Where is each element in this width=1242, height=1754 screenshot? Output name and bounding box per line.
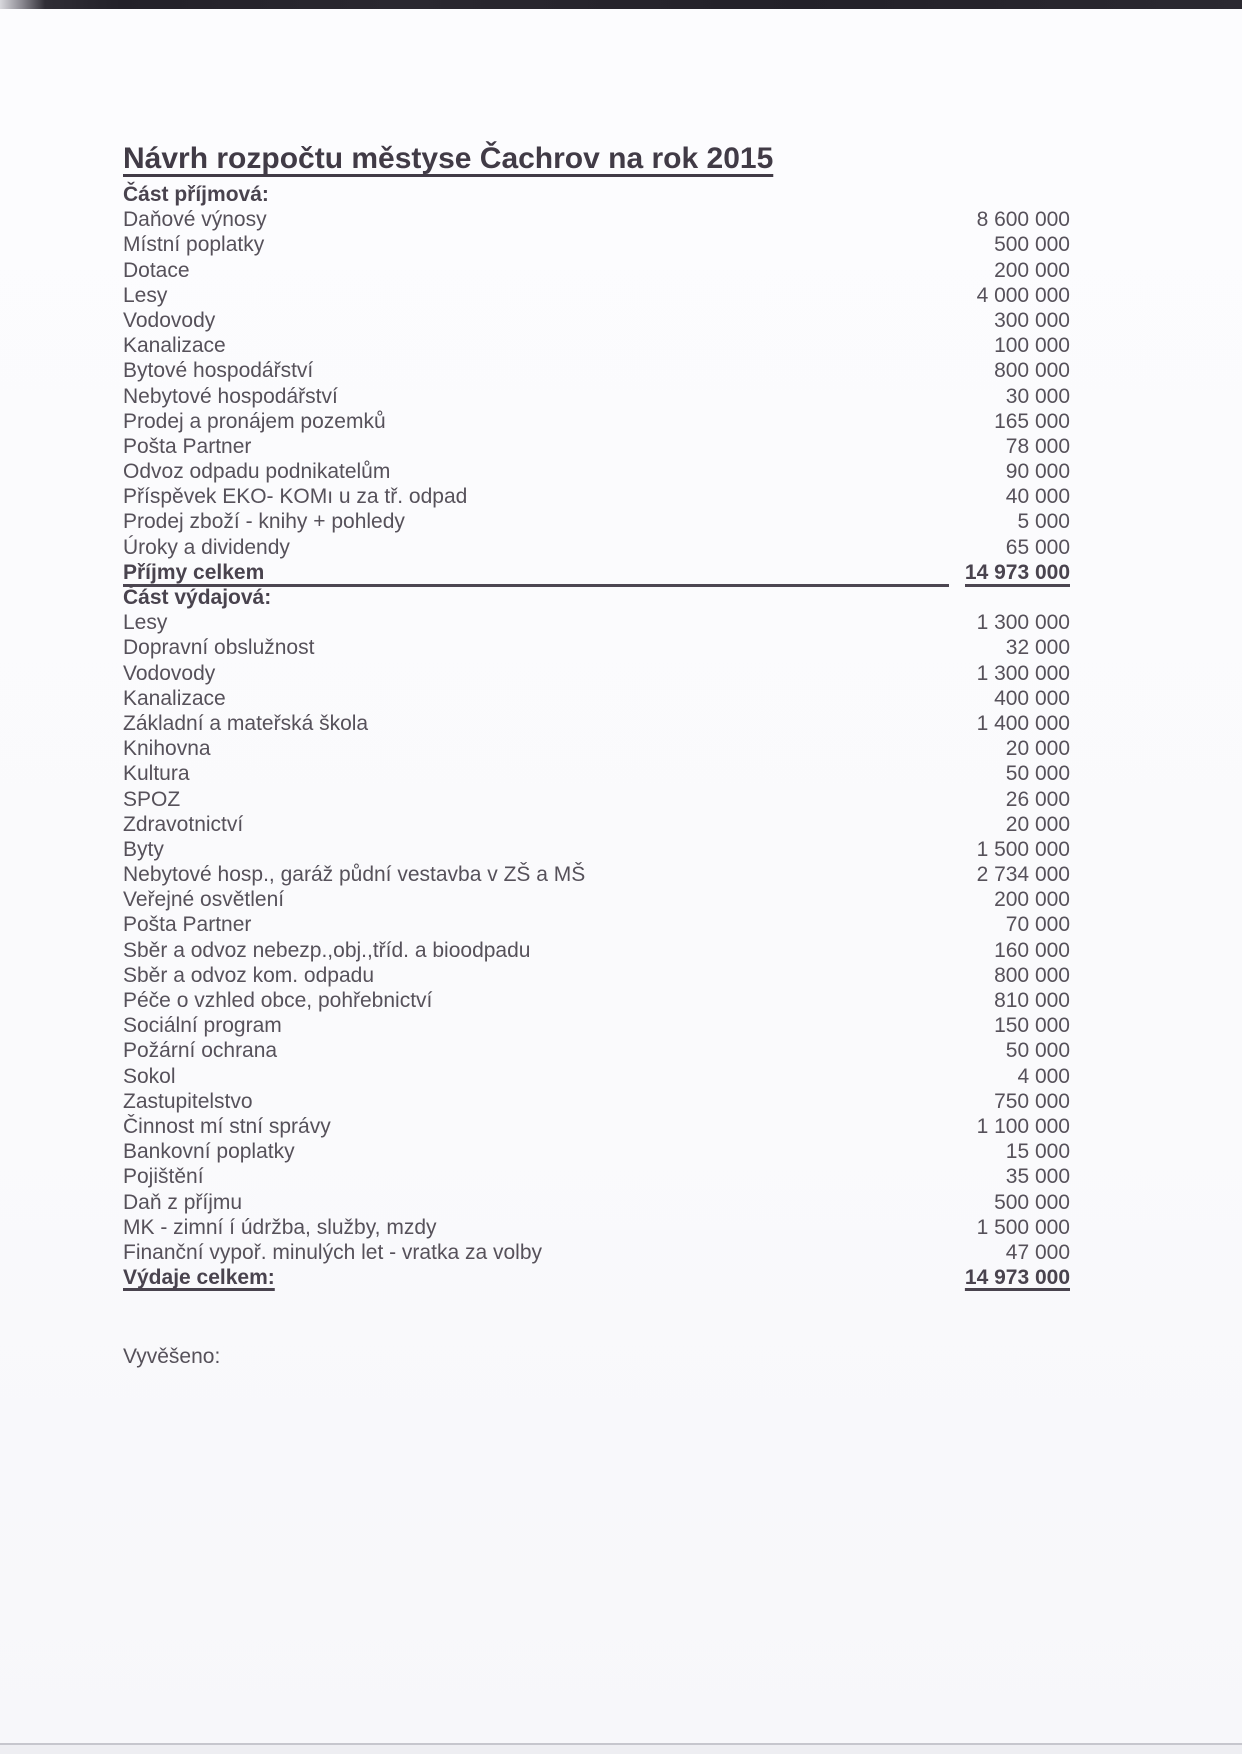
row-label: Vodovody [123,661,216,685]
row-label: Místní poplatky [123,233,265,257]
budget-row [123,938,1070,963]
budget-row [123,509,1070,534]
row-value: 20 000 [1005,812,1070,836]
posted-date-label: Vyvěšeno: [123,1345,221,1369]
row-value: 35 000 [1005,1165,1070,1189]
row-value: 1 300 000 [976,661,1070,685]
budget-row [123,862,1070,887]
row-label: Odvoz odpadu podnikatelům [123,460,391,484]
row-value: 4 000 [1017,1064,1070,1088]
row-value: 50 000 [1005,1039,1070,1063]
budget-row [123,1013,1070,1038]
budget-row [123,963,1070,988]
budget-row [123,1064,1070,1089]
scan-bottom-edge-artifact [0,1743,1242,1754]
budget-row [123,812,1070,837]
row-label: Byty [123,837,164,861]
row-label: Dopravní obslužnost [123,636,315,660]
row-label: Zastupitelstvo [123,1089,253,1113]
budget-row [123,1240,1070,1265]
row-label: Lesy [123,283,168,307]
expenses-total-value: 14 973 000 [964,1266,1070,1290]
row-value: 200 000 [994,888,1070,912]
budget-row [123,761,1070,786]
row-value: 78 000 [1005,434,1070,458]
budget-row [123,459,1070,484]
row-value: 1 300 000 [976,611,1070,635]
row-value: 1 400 000 [976,711,1070,735]
row-label: Sociální program [123,1014,282,1038]
budget-row [123,535,1070,560]
row-value: 165 000 [994,409,1070,433]
row-label: SPOZ [123,787,181,811]
budget-row [123,207,1070,232]
budget-row [123,384,1070,409]
budget-row [123,711,1070,736]
budget-row [123,409,1070,434]
row-value: 800 000 [994,359,1070,383]
row-value: 30 000 [1005,384,1070,408]
row-value: 50 000 [1005,762,1070,786]
row-label: Zdravotnictví [123,812,244,836]
row-value: 150 000 [994,1014,1070,1038]
budget-row [123,283,1070,308]
row-label: Lesy [123,611,168,635]
budget-row [123,988,1070,1013]
scan-top-edge-artifact [0,0,1242,9]
row-label: Nebytové hosp., garáž půdní vestavba v ZŠ a MŠ [123,863,586,887]
row-value: 70 000 [1005,913,1070,937]
budget-row [123,635,1070,660]
expenses-section-heading: Část výdajová: [123,586,272,609]
row-label: Požární ochrana [123,1039,278,1063]
row-value: 40 000 [1005,485,1070,509]
page-title: Návrh rozpočtu městyse Čachrov na rok 2015 [123,142,774,175]
expenses-rows [123,610,1070,1265]
budget-row [123,232,1070,257]
row-value: 200 000 [994,258,1070,282]
row-value: 500 000 [994,233,1070,257]
expenses-total-row [123,1265,1070,1290]
row-label: Prodej zboží - knihy + pohledy [123,510,405,534]
budget-row [123,1089,1070,1114]
income-section [123,182,1070,585]
budget-row [123,333,1070,358]
row-label: Daňové výnosy [123,208,267,232]
row-label: Pošta Partner [123,434,252,458]
budget-row [123,912,1070,937]
row-label: Pošta Partner [123,913,252,937]
row-value: 65 000 [1005,535,1070,559]
row-label: Daň z příjmu [123,1190,243,1214]
budget-row [123,434,1070,459]
row-value: 26 000 [1005,787,1070,811]
expenses-section [123,585,1070,1290]
row-label: Kanalizace [123,334,226,358]
row-value: 47 000 [1005,1240,1070,1264]
row-label: MK - zimní í údržba, služby, mzdy [123,1215,437,1239]
row-value: 800 000 [994,963,1070,987]
budget-row [123,484,1070,509]
row-value: 400 000 [994,686,1070,710]
income-rows [123,207,1070,560]
budget-row [123,661,1070,686]
row-label: Sběr a odvoz nebezp.,obj.,tříd. a bioodpadu [123,938,531,962]
row-label: Příspěvek EKO- KOMı u za tř. odpad [123,485,468,509]
row-label: Knihovna [123,737,211,761]
budget-row [123,1114,1070,1139]
row-label: Kultura [123,762,190,786]
row-value: 15 000 [1005,1140,1070,1164]
budget-row [123,736,1070,761]
row-label: Sokol [123,1064,176,1088]
row-value: 5 000 [1017,510,1070,534]
budget-row [123,1164,1070,1189]
budget-row [123,1215,1070,1240]
row-label: Činnost mí stní správy [123,1114,331,1138]
income-section-heading: Část příjmová: [123,183,269,206]
row-value: 1 500 000 [976,1215,1070,1239]
budget-row [123,686,1070,711]
row-label: Veřejné osvětlení [123,888,285,912]
budget-row [123,1038,1070,1063]
row-value: 8 600 000 [976,208,1070,232]
row-value: 750 000 [994,1089,1070,1113]
row-label: Bankovní poplatky [123,1140,295,1164]
budget-row [123,787,1070,812]
row-label: Sběr a odvoz kom. odpadu [123,963,374,987]
row-value: 1 500 000 [976,837,1070,861]
row-label: Vodovody [123,308,216,332]
row-value: 90 000 [1005,460,1070,484]
budget-row [123,358,1070,383]
budget-row [123,837,1070,862]
row-value: 20 000 [1005,737,1070,761]
expenses-total-label: Výdaje celkem: [123,1266,275,1290]
row-value: 160 000 [994,938,1070,962]
row-label: Finanční vypoř. minulých let - vratka za volby [123,1240,542,1264]
row-label: Péče o vzhled obce, pohřebnictví [123,989,433,1012]
budget-row [123,887,1070,912]
budget-row [123,308,1070,333]
row-value: 300 000 [994,308,1070,332]
row-label: Nebytové hospodářství [123,384,338,408]
row-value: 32 000 [1005,636,1070,660]
budget-row [123,610,1070,635]
row-label: Bytové hospodářství [123,359,314,383]
budget-row [123,258,1070,283]
row-label: Prodej a pronájem pozemků [123,409,386,433]
row-value: 500 000 [994,1190,1070,1214]
budget-row [123,1190,1070,1215]
row-value: 100 000 [994,334,1070,358]
row-value: 1 100 000 [976,1114,1070,1138]
row-label: Pojištění [123,1165,204,1189]
budget-document [123,143,1070,1369]
row-value: 4 000 000 [976,283,1070,307]
row-label: Dotace [123,258,190,282]
row-value: 810 000 [994,989,1070,1012]
income-total-label: Příjmy celkem [123,560,949,587]
row-value: 2 734 000 [976,863,1070,887]
income-total-value: 14 973 000 [965,560,1070,587]
row-label: Kanalizace [123,686,226,710]
row-label: Úroky a dividendy [123,535,290,559]
row-label: Základní a mateřská škola [123,711,369,735]
income-total-row [123,560,1070,585]
budget-row [123,1139,1070,1164]
